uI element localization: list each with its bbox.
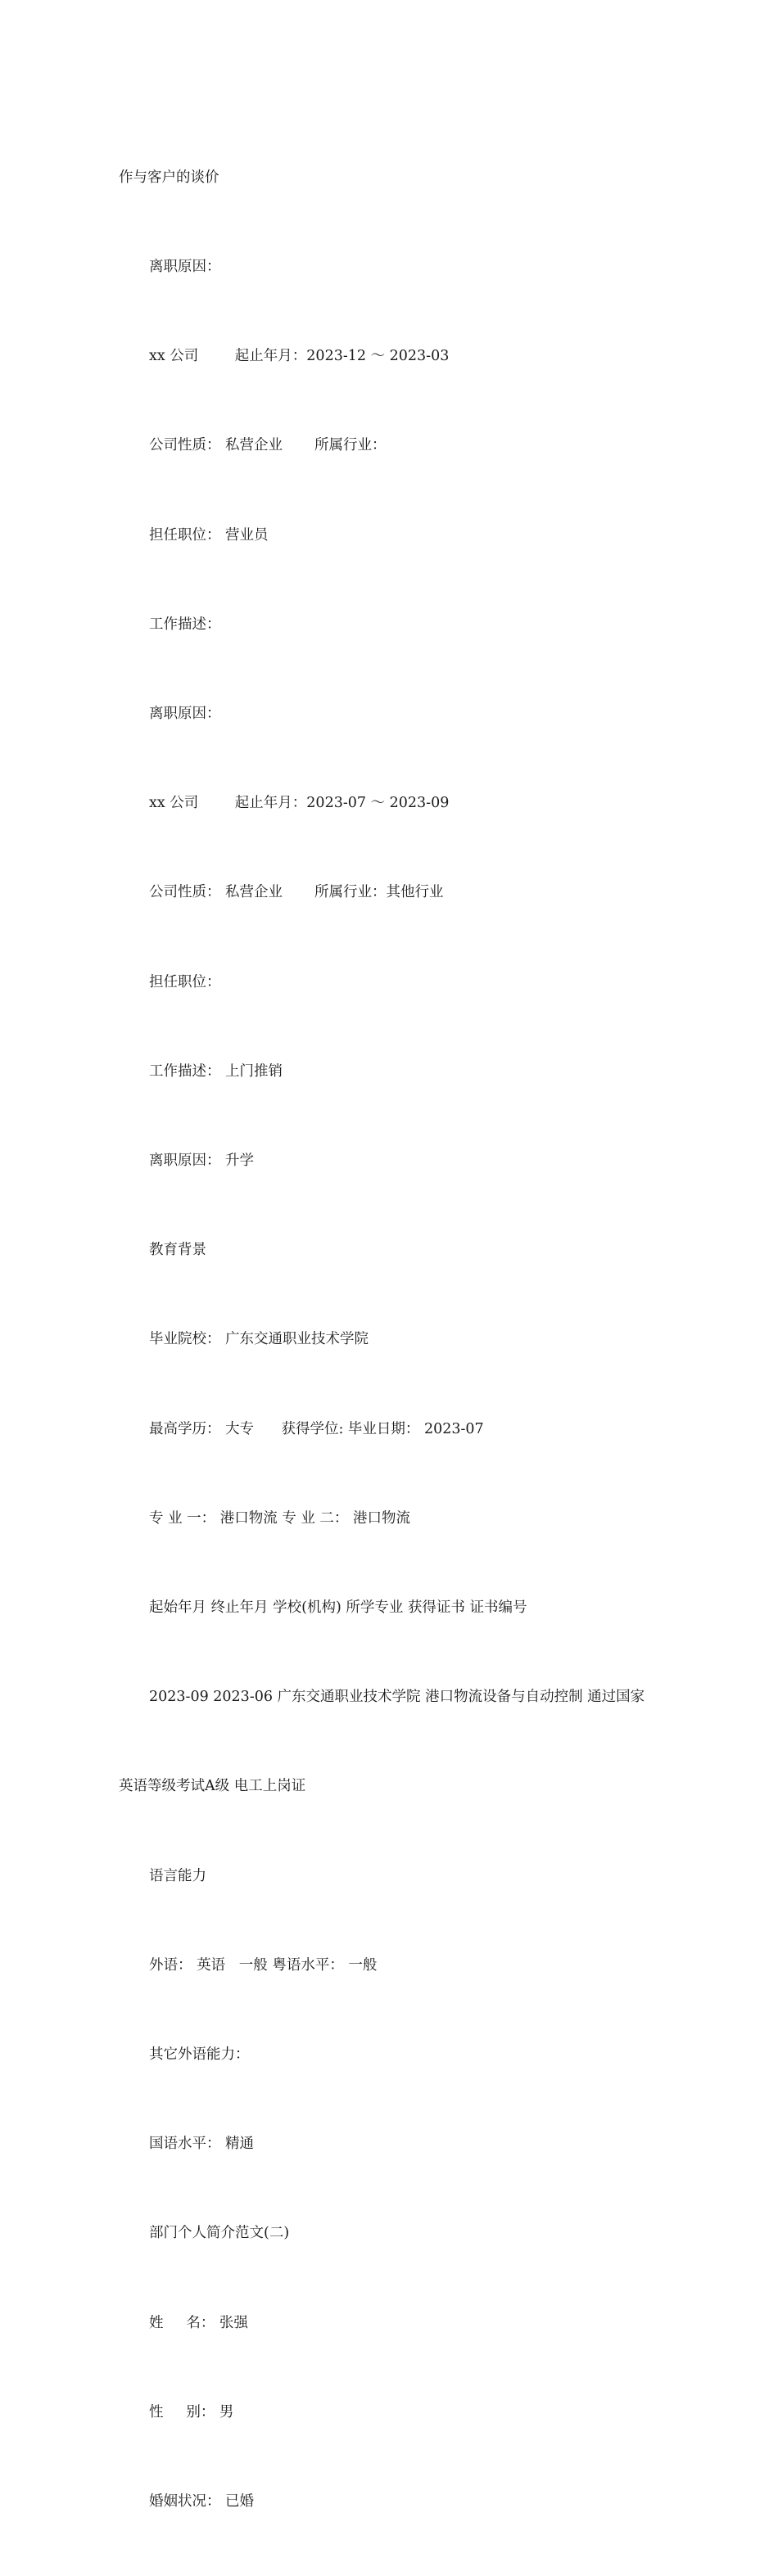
- text-line: 最高学历： 大专 获得学位: 毕业日期： 2023-07: [149, 1420, 484, 1437]
- text-line: 毕业院校： 广东交通职业技术学院: [149, 1331, 369, 1348]
- text-line: 婚姻状况： 已婚: [149, 2493, 255, 2511]
- text-line: 起始年月 终止年月 学校(机构) 所学专业 获得证书 证书编号: [149, 1599, 527, 1617]
- text-line: 国语水平： 精通: [149, 2136, 255, 2153]
- text-line: 担任职位：: [149, 973, 221, 990]
- text-line: 2023-09 2023-06 广东交通职业技术学院 港口物流设备与自动控制 通过国家: [149, 1689, 645, 1706]
- text-line: 担任职位： 营业员: [149, 526, 269, 544]
- text-line: 公司性质： 私营企业 所属行业：: [149, 437, 387, 454]
- text-line: 专 业 一： 港口物流 专 业 二： 港口物流: [149, 1509, 410, 1527]
- section-heading: 部门个人简介范文(二): [149, 2225, 290, 2242]
- text-line: 工作描述： 上门推销: [149, 1062, 283, 1080]
- section-heading: 教育背景: [149, 1242, 206, 1259]
- text-line: 离职原因：: [149, 706, 221, 723]
- text-line: 姓 名： 张强: [149, 2314, 248, 2331]
- text-line: 离职原因：: [149, 259, 221, 276]
- text-line: 其它外语能力：: [149, 2046, 250, 2064]
- text-line: 外语： 英语 一般 粤语水平： 一般: [149, 1956, 378, 1974]
- text-line: 性 别： 男: [149, 2403, 234, 2420]
- text-line: xx 公司 起止年月：2023-07 ～ 2023-09: [149, 795, 450, 812]
- text-line: 工作描述：: [149, 616, 221, 633]
- text-line: xx 公司 起止年月：2023-12 ～ 2023-03: [149, 348, 450, 365]
- text-line: 离职原因： 升学: [149, 1153, 255, 1170]
- text-line: 作与客户的谈价: [119, 169, 219, 186]
- section-heading: 语言能力: [149, 1867, 206, 1884]
- text-line: 英语等级考试A级 电工上岗证: [119, 1778, 306, 1795]
- document-body: [119, 103, 676, 2576]
- text-line: 公司性质： 私营企业 所属行业：其他行业: [149, 884, 444, 901]
